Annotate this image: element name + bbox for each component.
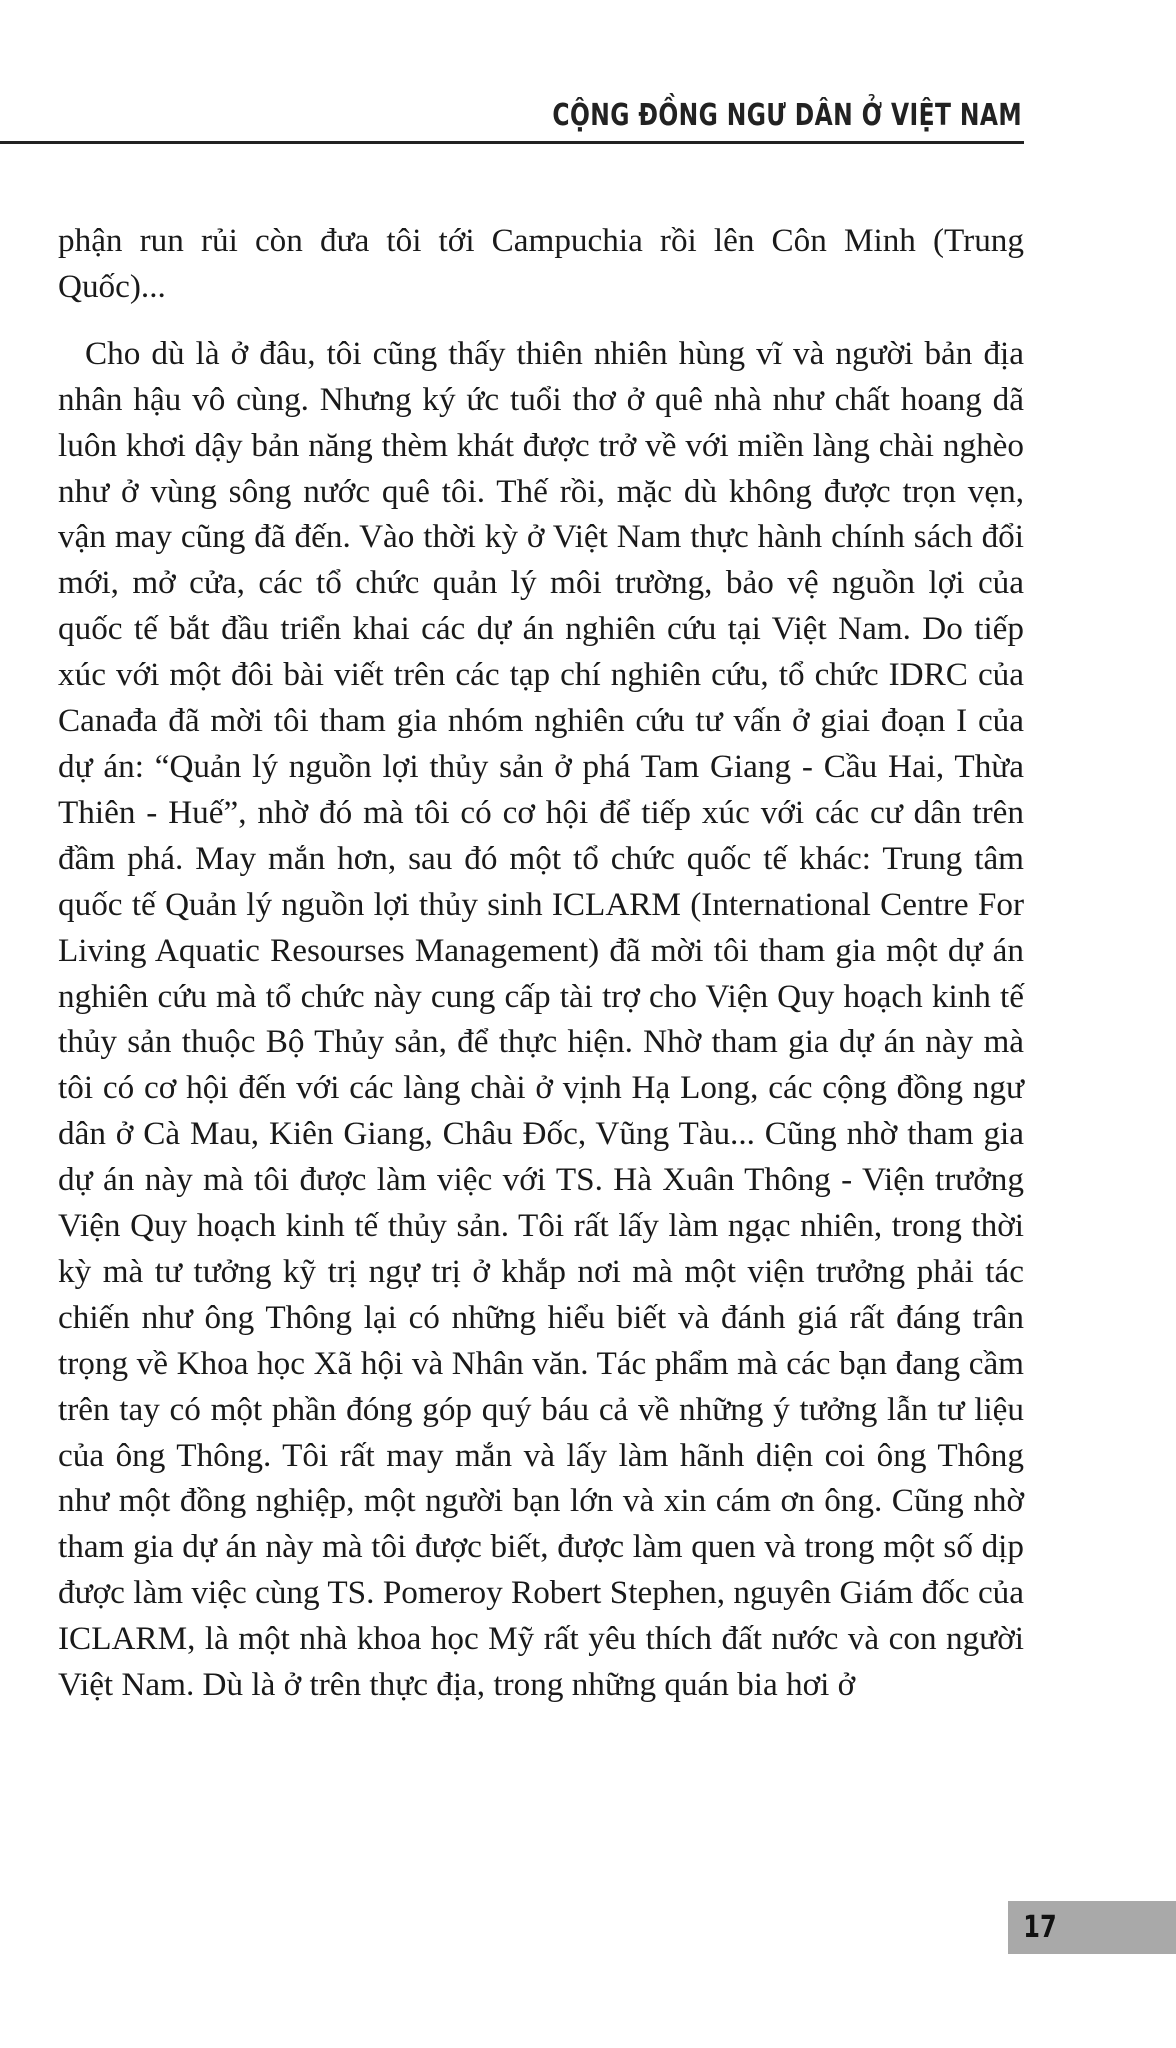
page-number-tab	[1008, 1901, 1176, 1954]
header-rule	[0, 141, 1024, 144]
page-number: 17	[1023, 1910, 1057, 1945]
running-header: CỘNG ĐỒNG NGƯ DÂN Ở VIỆT NAM	[552, 98, 1022, 133]
body-text	[58, 218, 1024, 1708]
paragraph-1: phận run rủi còn đưa tôi tới Campuchia rồi lên Côn Minh (Trung Quốc)...	[58, 222, 1024, 305]
paragraph-2: Cho dù là ở đâu, tôi cũng thấy thiên nhiên hùng vĩ và người bản địa nhân hậu vô cùng. Nhưng ký ức tuổi thơ ở quê nhà như chất hoang dã luôn khơi dậy bản năng thèm khát được trở về với miền làng chài nghèo như ở vùng sông nước quê tôi. Thế rồi, mặc dù không được trọn vẹn, vận may cũng đã đến. Vào thời kỳ ở Việt Nam thực hành chính sách đổi mới, mở cửa, các tổ chức quản lý môi trường, bảo vệ nguồn lợi của quốc tế bắt đầu triển khai các dự án nghiên cứu tại Việt Nam. Do tiếp xúc với một đôi bài viết trên các tạp chí nghiên cứu, tổ chức IDRC của Canađa đã mời tôi tham gia nhóm nghiên cứu tư vấn ở giai đoạn I của dự án: “Quản lý nguồn lợi thủy sản ở phá Tam Giang - Cầu Hai, Thừa Thiên - Huế”, nhờ đó mà tôi có cơ hội để tiếp xúc với các cư dân trên đầm phá. May mắn hơn, sau đó một tổ chức quốc tế khác: Trung tâm quốc tế Quản lý nguồn lợi thủy sinh ICLARM (International Centre For Living Aquatic Resourses Management) đã mời tôi tham gia một dự án nghiên cứu mà tổ chức này cung cấp tài trợ cho Viện Quy hoạch kinh tế thủy sản thuộc Bộ Thủy sản, để thực hiện. Nhờ tham gia dự án này mà tôi có cơ hội đến với các làng chài ở vịnh Hạ Long, các cộng đồng ngư dân ở Cà Mau, Kiên Giang, Châu Đốc, Vũng Tàu... Cũng nhờ tham gia dự án này mà tôi được làm việc với TS. Hà Xuân Thông - Viện trưởng Viện Quy hoạch kinh tế thủy sản. Tôi rất lấy làm ngạc nhiên, trong thời kỳ mà tư tưởng kỹ trị ngự trị ở khắp nơi mà một viện trưởng phải tác chiến như ông Thông lại có những hiểu biết và đánh giá rất đáng trân trọng về Khoa học Xã hội và Nhân văn. Tác phẩm mà các bạn đang cầm trên tay có một phần đóng góp quý báu cả về những ý tưởng lẫn tư liệu của ông Thông. Tôi rất may mắn và lấy làm hãnh diện coi ông Thông như một đồng nghiệp, một người bạn lớn và xin cám ơn ông. Cũng nhờ tham gia dự án này mà tôi được biết, được làm quen và trong một số dịp được làm việc cùng TS. Pomeroy Robert Stephen, nguyên Giám đốc của ICLARM, là một nhà khoa học Mỹ rất yêu thích đất nước và con người Việt Nam. Dù là ở trên thực địa, trong những quán bia hơi ở	[58, 334, 1024, 1704]
